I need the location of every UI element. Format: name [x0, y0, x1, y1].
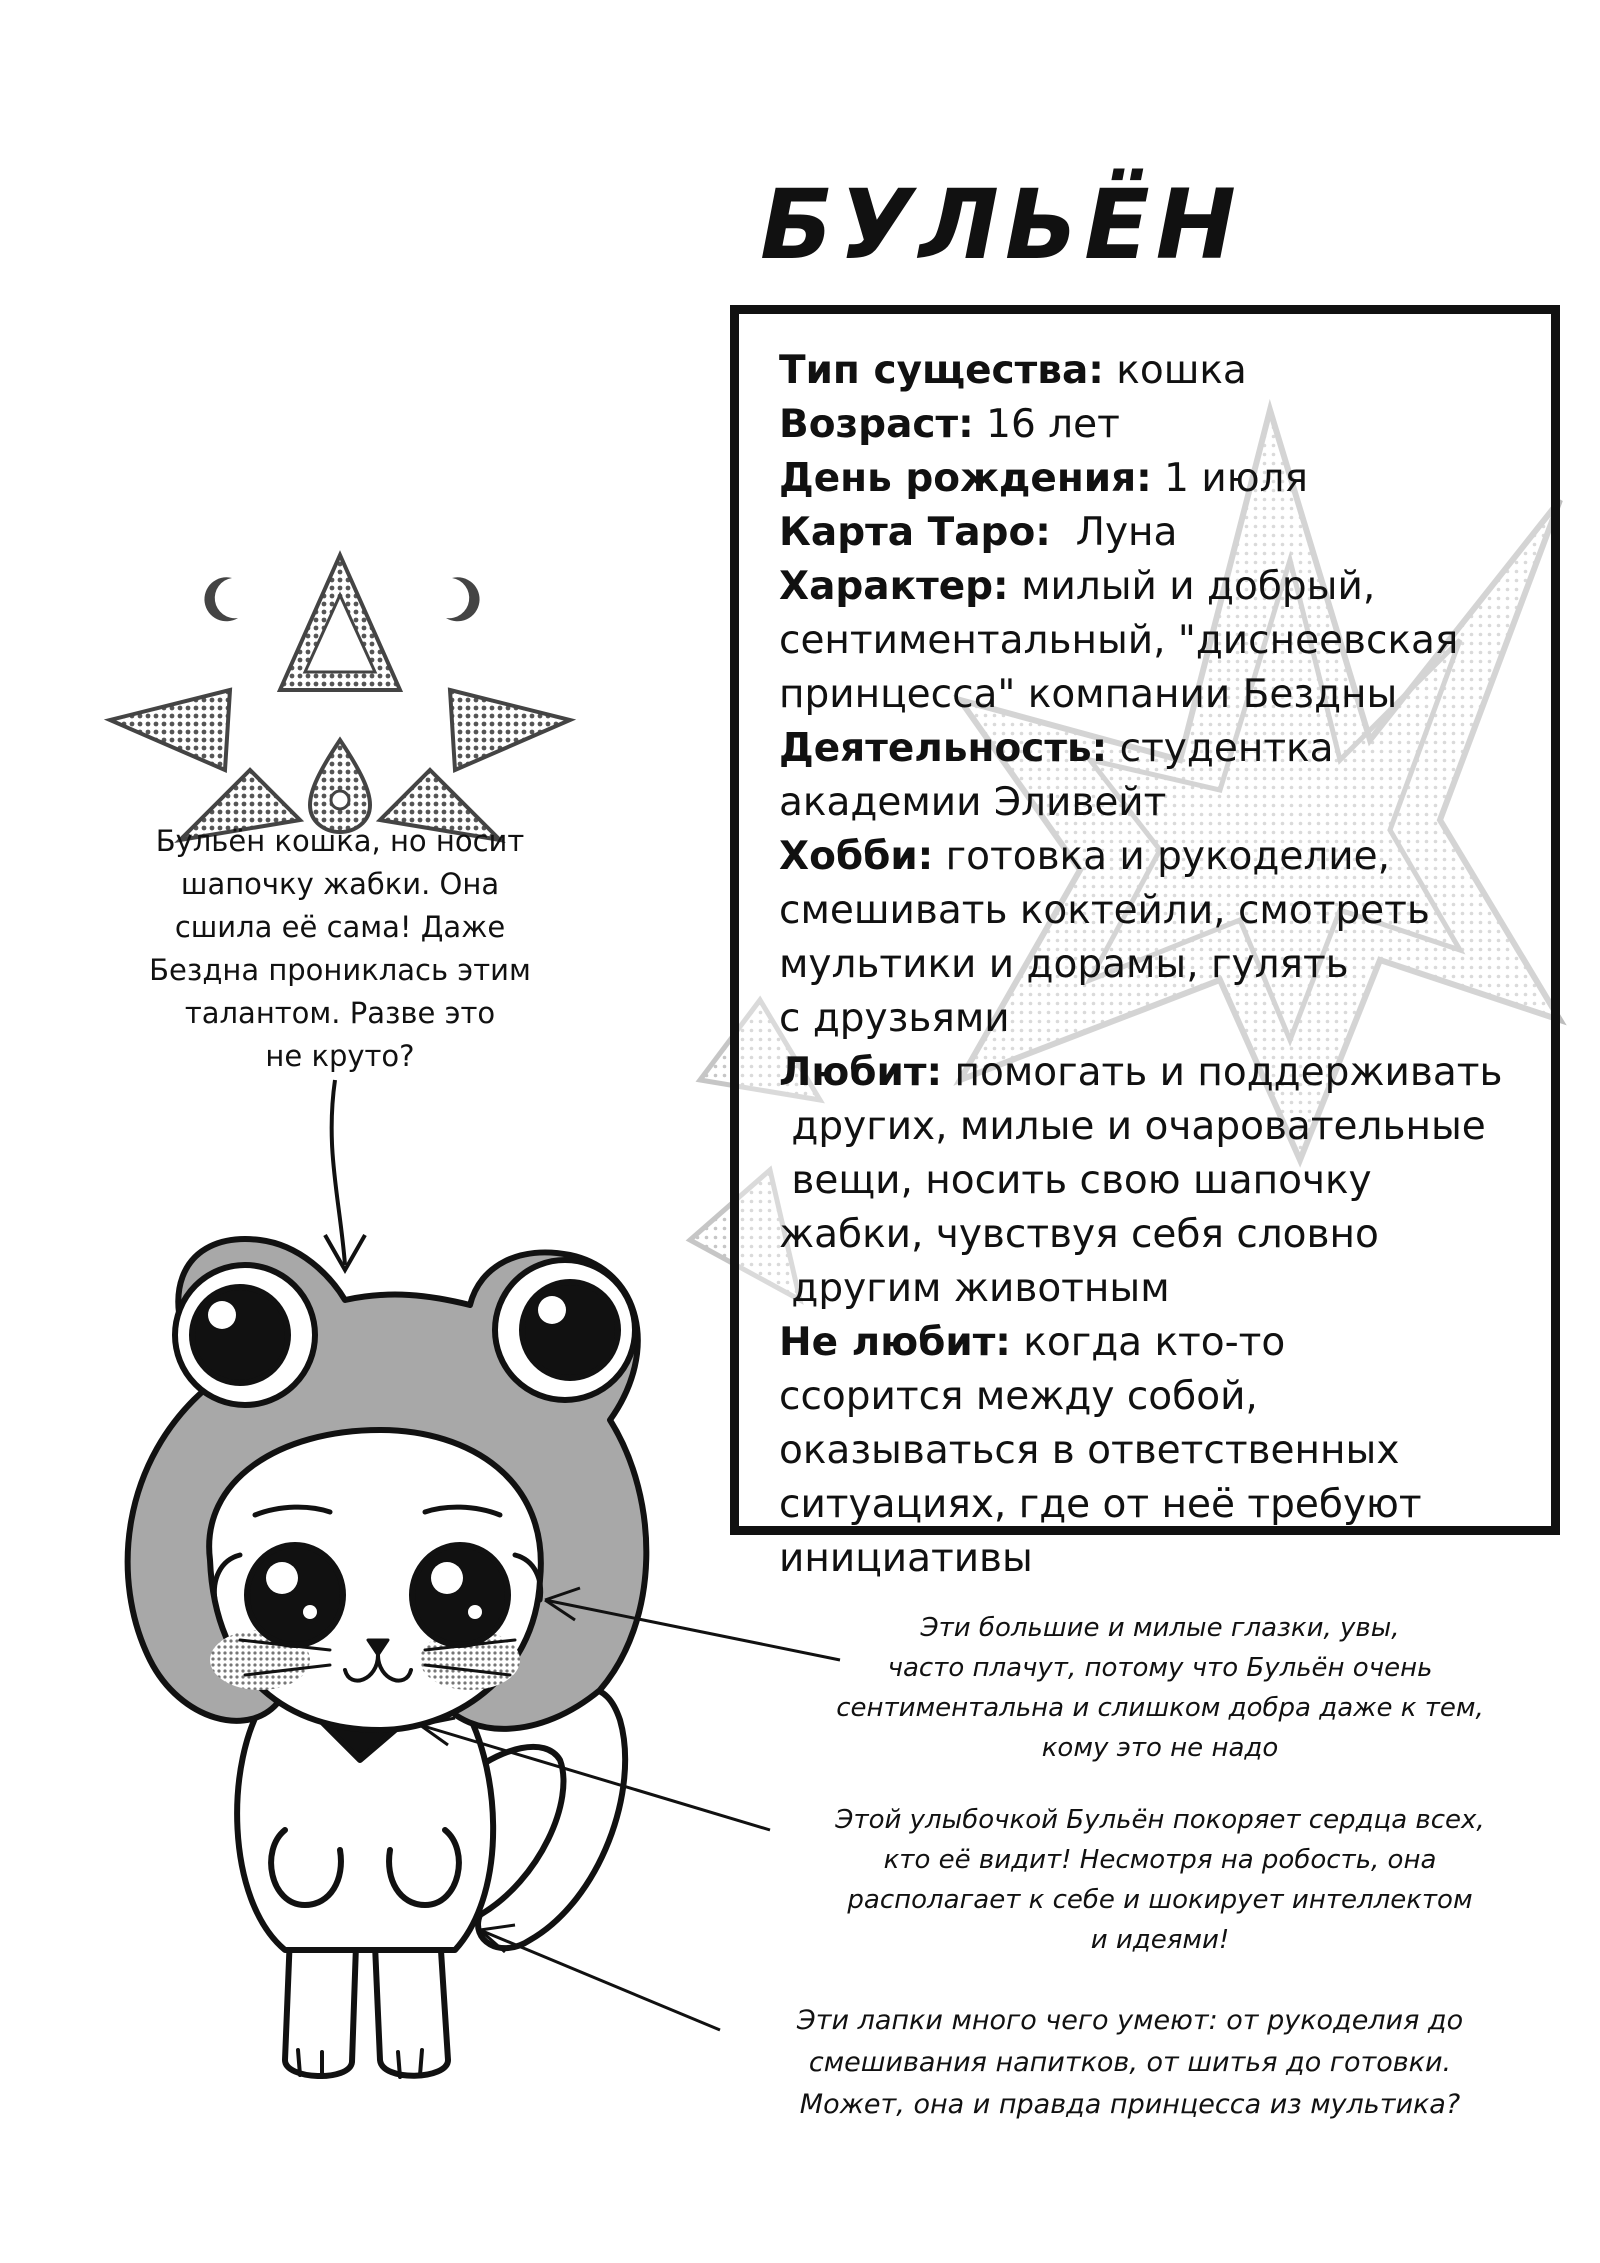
profile-line: [779, 1532, 1511, 1586]
profile-value: студентка: [1107, 726, 1334, 771]
profile-value: оказываться в ответственных: [779, 1428, 1400, 1473]
profile-line: [779, 1424, 1511, 1478]
caption-line: Бульён кошка, но носит: [155, 824, 525, 858]
caption-line: Эти большие и милые глазки, увы,: [920, 1613, 1400, 1643]
profile-value: академии Эливейт: [779, 780, 1167, 825]
profile-line: [779, 560, 1511, 614]
caption-line: часто плачут, потому что Бульён очень: [887, 1653, 1433, 1683]
profile-value: жабки, чувствуя себя словно: [779, 1212, 1379, 1257]
caption-line: кому это не надо: [1041, 1733, 1279, 1763]
profile-line: [779, 776, 1511, 830]
profile-value: ссорится между собой,: [779, 1374, 1258, 1419]
profile-line: [779, 1478, 1511, 1532]
profile-line: [779, 668, 1511, 722]
profile-key: Не любит:: [779, 1320, 1011, 1365]
caption-line: сшила её сама! Даже: [174, 910, 506, 944]
profile-value: инициативы: [779, 1536, 1033, 1581]
profile-line: [779, 506, 1511, 560]
profile-line: [779, 1208, 1511, 1262]
profile-line: [779, 1154, 1511, 1208]
profile-value: готовка и рукоделие,: [933, 834, 1391, 879]
profile-line: [779, 1262, 1511, 1316]
moon-emblem: [110, 555, 570, 840]
profile-key: Возраст:: [779, 402, 974, 447]
profile-key: Деятельность:: [779, 726, 1108, 771]
profile-line: [779, 614, 1511, 668]
profile-line: [779, 1100, 1511, 1154]
paws-caption: [700, 2000, 1560, 2126]
caption-line: кто её видит! Несмотря на робость, она: [883, 1845, 1437, 1875]
caption-line: Эти лапки много чего умеют: от рукоделия до: [796, 2005, 1464, 2036]
profile-value: милый и добрый,: [1008, 564, 1376, 609]
caption-line: не круто?: [265, 1039, 415, 1073]
profile-value: Луна: [1050, 510, 1178, 555]
profile-key: Тип существа:: [779, 348, 1104, 393]
caption-line: талантом. Разве это: [184, 996, 496, 1030]
smile-caption: [760, 1800, 1560, 1960]
profile-value: кошка: [1103, 348, 1247, 393]
caption-line: смешивания напитков, от шитья до готовки.: [808, 2047, 1452, 2078]
caption-line: сентиментальна и слишком добра даже к тем,: [836, 1693, 1484, 1723]
profile-line: [779, 938, 1511, 992]
profile-key: Хобби:: [779, 834, 934, 879]
caption-line: Может, она и правда принцесса из мультика?: [799, 2089, 1461, 2120]
caption-line: шапочку жабки. Она: [180, 867, 500, 901]
profile-line: [779, 452, 1511, 506]
profile-value: мультики и дорамы, гулять: [779, 942, 1349, 987]
eyes-caption: [760, 1608, 1560, 1768]
profile-value: смешивать коктейли, смотреть: [779, 888, 1430, 933]
profile-value: когда кто-то: [1010, 1320, 1286, 1365]
profile-line: [779, 722, 1511, 776]
hat-caption: [100, 820, 580, 1078]
profile-line: [779, 344, 1511, 398]
profile-line: [779, 830, 1511, 884]
profile-value: вещи, носить свою шапочку: [779, 1158, 1372, 1203]
profile-key: Характер:: [779, 564, 1009, 609]
profile-value: ситуациях, где от неё требуют: [779, 1482, 1422, 1527]
profile-line: [779, 1316, 1511, 1370]
caption-line: и идеями!: [1090, 1925, 1230, 1955]
profile-value: принцесса" компании Бездны: [779, 672, 1398, 717]
profile-key: Любит:: [779, 1050, 943, 1095]
profile-value: сентиментальный, "диснеевская: [779, 618, 1459, 663]
profile-value: с друзьями: [779, 996, 1010, 1041]
caption-line: Бездна прониклась этим: [149, 953, 531, 987]
hat-arrow: [332, 1080, 345, 1265]
profile-line: [779, 884, 1511, 938]
character-illustration: [128, 1239, 647, 2077]
profile-value: других, милые и очаровательные: [779, 1104, 1486, 1149]
paws-pointer: [480, 1930, 720, 2030]
profile-info-box: [730, 305, 1560, 1581]
character-name-title: БУЛЬЁН: [760, 169, 1243, 281]
profile-value: помогать и поддерживать: [942, 1050, 1503, 1095]
profile-line: [779, 398, 1511, 452]
profile-value: 16 лет: [973, 402, 1120, 447]
profile-key: День рождения:: [779, 456, 1152, 501]
caption-line: Этой улыбочкой Бульён покоряет сердца всех,: [835, 1805, 1485, 1835]
profile-line: [779, 992, 1511, 1046]
caption-line: располагает к себе и шокирует интеллектом: [847, 1885, 1473, 1915]
profile-line: [779, 1370, 1511, 1424]
profile-value: 1 июля: [1151, 456, 1308, 501]
profile-line: [779, 1046, 1511, 1100]
profile-value: другим животным: [779, 1266, 1170, 1311]
profile-key: Карта Таро:: [779, 510, 1051, 555]
